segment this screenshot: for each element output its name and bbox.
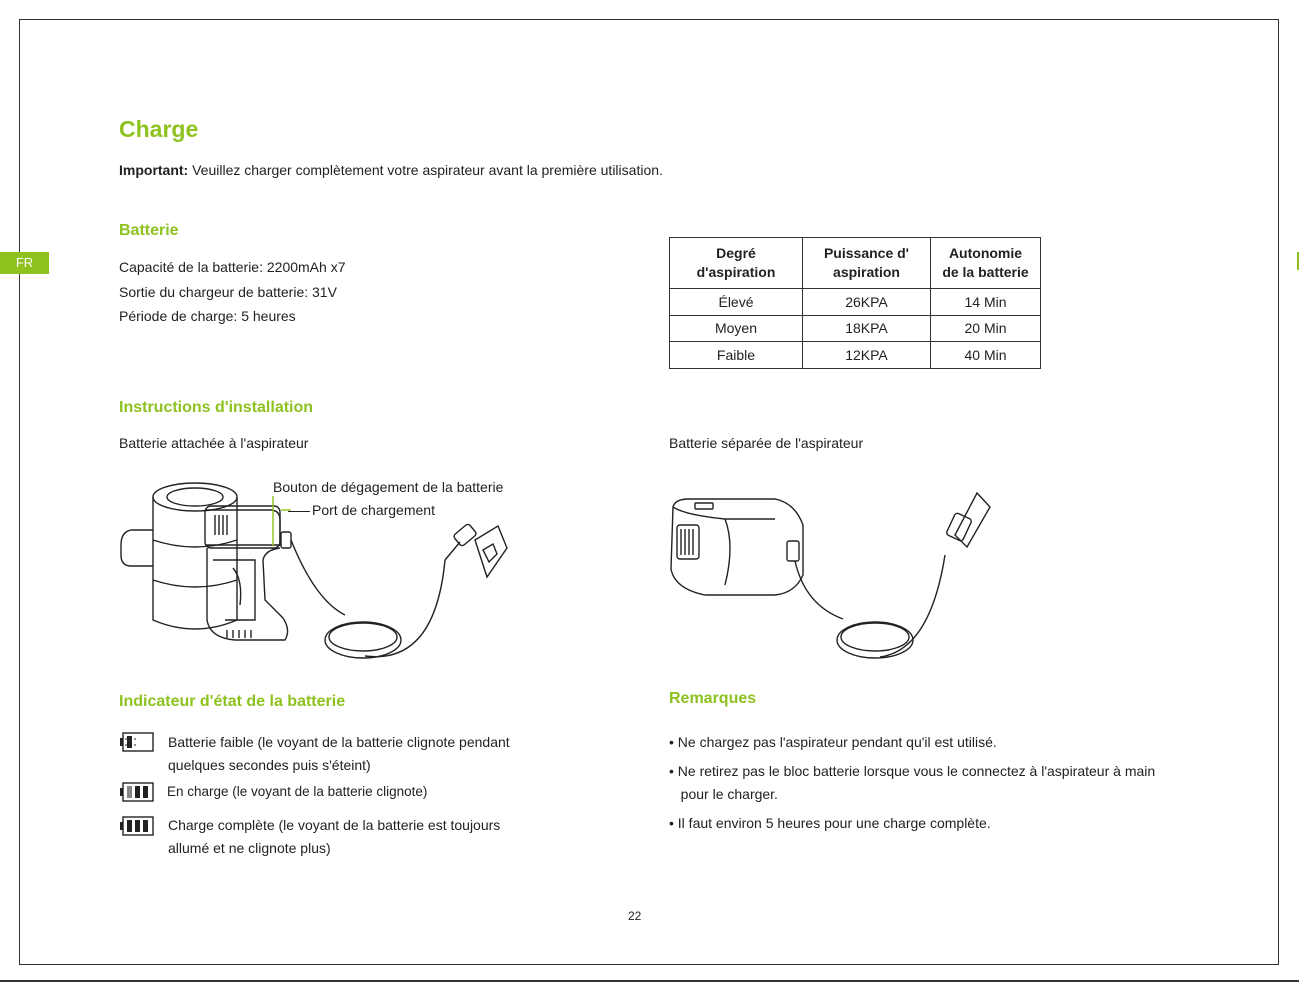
page-title: Charge: [119, 116, 199, 142]
indicator-charging-text: En charge (le voyant de la batterie clignote): [167, 784, 428, 799]
callout-line: [288, 511, 310, 512]
install-heading: Instructions d'installation: [119, 399, 314, 416]
table-header-row: [670, 238, 1041, 289]
notes-list: [669, 731, 1155, 835]
notes-heading: Remarques: [669, 690, 757, 707]
page-number: 22: [628, 909, 642, 923]
important-note: [119, 162, 663, 178]
charge-period: Période de charge: 5 heures: [119, 308, 296, 324]
table-header: Autonomie de la batterie: [931, 238, 1041, 289]
battery-specs: [119, 255, 345, 329]
attached-caption: Batterie attachée à l'aspirateur: [119, 435, 309, 451]
charger-output: Sortie du chargeur de batterie: 31V: [119, 283, 337, 300]
battery-low-icon: [119, 732, 155, 752]
table-row: [670, 289, 1041, 316]
release-button-callout: Bouton de dégagement de la batterie: [273, 479, 504, 495]
note-item-continued: pour le charger.: [669, 786, 778, 802]
indicator-low-text: Batterie faible (le voyant de la batterie clignote pendant quelques secondes puis s'éteint): [168, 734, 510, 773]
language-tab: FR: [0, 252, 49, 274]
note-item: • Il faut environ 5 heures pour une charge complète.: [669, 815, 991, 831]
bottom-rule: [0, 980, 1299, 982]
table-cell: 12KPA: [803, 342, 931, 369]
table-cell: 14 Min: [931, 289, 1041, 316]
battery-heading: Batterie: [119, 222, 179, 239]
table-row: [670, 342, 1041, 369]
table-cell: Faible: [670, 342, 803, 369]
charging-port-callout: Port de chargement: [312, 502, 435, 518]
note-item: • Ne chargez pas l'aspirateur pendant qu'il est utilisé.: [669, 734, 997, 750]
table-cell: 18KPA: [803, 315, 931, 342]
battery-charging-icon: [119, 782, 155, 802]
separated-caption: Batterie séparée de l'aspirateur: [669, 435, 864, 451]
note-item: • Ne retirez pas le bloc batterie lorsque vous le connectez à l'aspirateur à main: [669, 763, 1156, 779]
important-text: Veuillez charger complètement votre aspirateur avant la première utilisation.: [188, 162, 663, 178]
table-row: [670, 315, 1041, 342]
battery-capacity: Capacité de la batterie: 2200mAh x7: [119, 259, 346, 275]
indicator-full-text: Charge complète (le voyant de la batterie est toujours allumé et ne clignote plus): [168, 817, 501, 856]
table-cell: Moyen: [670, 315, 803, 342]
table-cell: 40 Min: [931, 342, 1041, 369]
table-cell: Élevé: [670, 289, 803, 316]
table-header: Puissance d' aspiration: [803, 238, 931, 289]
important-label: Important:: [119, 162, 189, 178]
vacuum-attached-illustration: [115, 470, 515, 670]
indicator-heading: Indicateur d'état de la batterie: [119, 693, 346, 710]
suction-table: [669, 237, 1041, 369]
battery-separated-illustration: [665, 485, 1005, 665]
table-cell: 20 Min: [931, 315, 1041, 342]
table-header: Degré d'aspiration: [670, 238, 803, 289]
battery-full-icon: [119, 816, 155, 836]
table-cell: 26KPA: [803, 289, 931, 316]
